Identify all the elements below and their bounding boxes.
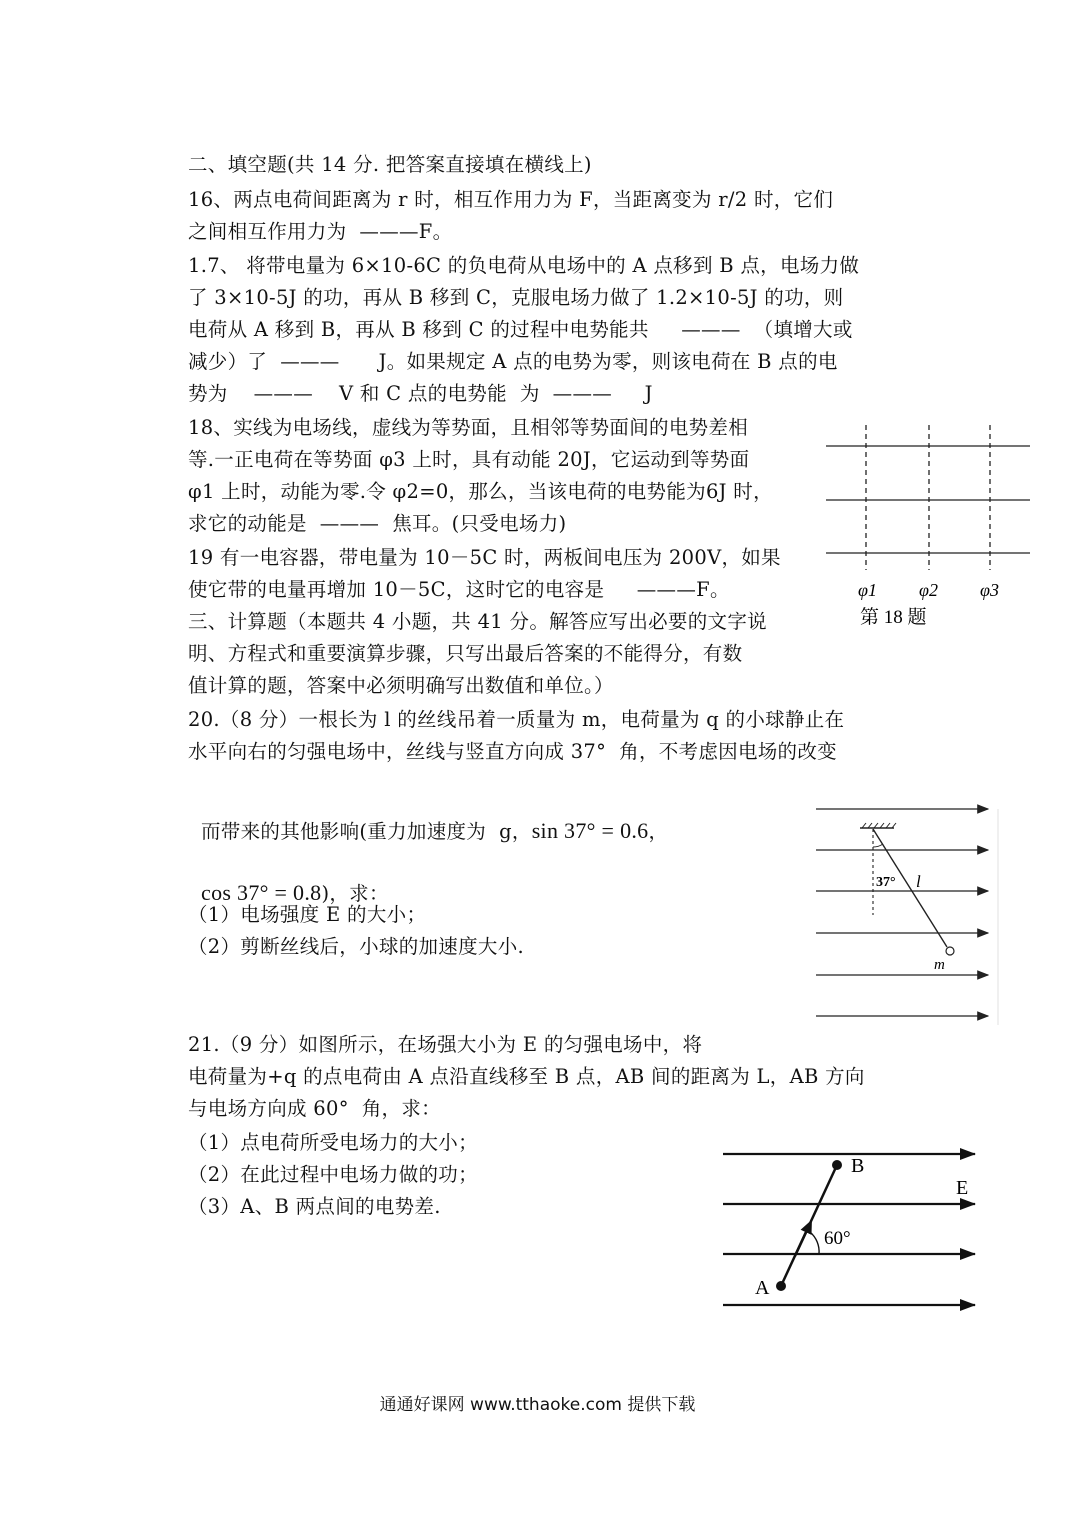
cos-tail: )，求： [321,882,389,905]
thread-length-label: l [916,872,921,891]
q20-line4 [188,854,389,907]
q17-line3: 电荷从 A 移到 B，再从 B 移到 C 的过程中电势能共 ——— （填增大或 [188,318,853,341]
figure-20 [812,795,1012,1030]
phi2-label: φ2 [919,580,938,600]
q17-line1: 1.7、 将带电量为 6×10-6C 的负电荷从电场中的 A 点移到 B 点，电场力做 [188,254,860,277]
q21-part1: （1）点电荷所受电场力的大小； [188,1131,478,1154]
sin-tail: ， [648,820,669,843]
section3-heading-1: 三、计算题（本题共 4 小题，共 41 分。解答应写出必要的文字说 [188,610,767,633]
cos-equation: cos 37° = 0.8 [201,880,322,905]
field-e-label: E [956,1177,969,1199]
point-a-label: A [755,1277,770,1299]
fig18-caption: 第 18 题 [860,607,927,628]
angle-60-label: 60° [824,1228,851,1249]
angle-37-label: 37° [876,875,896,890]
q16-line1: 16、两点电荷间距离为 r 时，相互作用力为 F，当距离变为 r/2 时，它们 [188,188,834,211]
footer: 通通好课网 www.tthaoke.com 提供下载 [379,1395,696,1415]
q16-line2: 之间相互作用力为 ———F。 [188,220,453,243]
section3-heading-2: 明、方程式和重要演算步骤，只写出最后答案的不能得分，有数 [188,642,743,665]
q19-line1: 19 有一电容器，带电量为 10－5C 时，两板间电压为 200V，如果 [188,546,781,569]
section2-heading: 二、填空题(共 14 分. 把答案直接填在横线上) [188,153,592,176]
q21-part2: （2）在此过程中电场力做的功； [188,1163,478,1186]
sin-equation: sin 37° = 0.6 [531,818,649,843]
q20-line3-text: 而带来的其他影响(重力加速度为 g， [201,820,532,843]
q20-part2: （2）剪断丝线后，小球的加速度大小. [188,935,525,958]
section3-heading-3: 值计算的题，答案中必须明确写出数值和单位。） [188,674,614,697]
q17-line5: 势为 ——— V 和 C 点的电势能 为 ——— J [188,382,653,405]
q18-line1: 18、实线为电场线，虚线为等势面，且相邻等势面间的电势差相 [188,416,749,439]
q19-line2: 使它带的电量再增加 10－5C，这时它的电容是 ———F。 [188,578,730,601]
q21-line1: 21.（9 分）如图所示，在场强大小为 E 的匀强电场中，将 [188,1033,703,1056]
q17-line2: 了 3×10-5J 的功，再从 B 移到 C，克服电场力做了 1.2×10-5J 的功，则 [188,286,844,309]
figure-18 [820,420,1035,635]
phi3-label: φ3 [980,580,999,600]
q20-part1: （1）电场强度 E 的大小； [188,903,427,926]
figure-21 [715,1140,985,1320]
mass-label: m [934,957,945,973]
q21-part3: （3）A、B 两点间的电势差. [188,1195,441,1218]
phi1-label: φ1 [858,580,877,600]
q20-line1: 20.（8 分）一根长为 l 的丝线吊着一质量为 m，电荷量为 q 的小球静止在 [188,708,845,731]
q17-line4: 减少）了 ——— J。如果规定 A 点的电势为零，则该电荷在 B 点的电 [188,350,838,373]
point-b-label: B [851,1155,865,1177]
q18-line4: 求它的动能是 ——— 焦耳。(只受电场力) [188,512,567,535]
q21-line2: 电荷量为+q 的点电荷由 A 点沿直线移至 B 点，AB 间的距离为 L，AB 方向 [188,1065,865,1088]
q21-line3: 与电场方向成 60° 角，求： [188,1097,441,1120]
q18-line3: φ1 上时，动能为零.令 φ2=0，那么，当该电荷的电势能为6J 时， [188,480,773,503]
q20-line3 [188,792,668,845]
q20-line2: 水平向右的匀强电场中，丝线与竖直方向成 37° 角，不考虑因电场的改变 [188,740,837,763]
q18-line2: 等.一正电荷在等势面 φ3 上时，具有动能 20J，它运动到等势面 [188,448,750,471]
